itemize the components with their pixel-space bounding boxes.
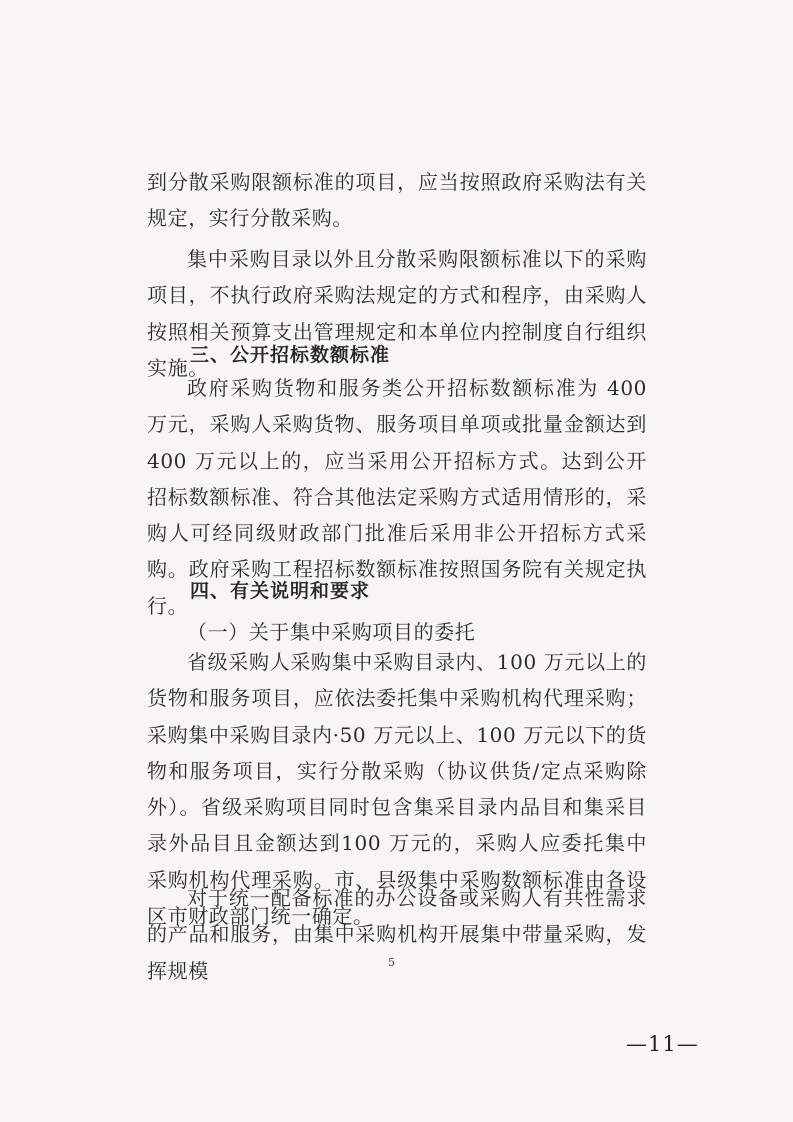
paragraph-tender-threshold: 政府采购货物和服务类公开招标数额标准为 400 万元，采购人采购货物、服务项目单项或批量金额达到400 万元以上的，应当采用公开招标方式。达到公开招标数额标准、符合其他法定采购方式适用情形的，采购人可经同级财政部门批准后采用非公开招标方式采购。政府采购工程招标数额标准按照国务院有关规定执行。 xyxy=(147,376,647,618)
section-heading-4: 四、有关说明和要求 xyxy=(190,580,371,602)
subsection-heading-1: （一）关于集中采购项目的委托 xyxy=(187,620,476,644)
paragraph-continuation: 到分散采购限额标准的项目，应当按照政府采购法有关规定，实行分散采购。 xyxy=(147,170,647,231)
paragraph-centralized-entrust: 省级采购人采购集中采购目录内、100 万元以上的货物和服务项目，应依法委托集中采购机构代理采购；采购集中采购目录内·50 万元以上、100 万元以下的货物和服务项目，实行分散采购（协议供货/定点采购除外）。省级采购项目同时包含集采目录内品目和集采目录外品目且金额达到100 万元的，采购人应委托集中采购机构代理采购。市、县级集中采购数额标准由各设区市财政部门统一确定。 xyxy=(147,650,647,929)
outer-page-number: —11— xyxy=(626,1032,699,1056)
paragraph-outside-catalog: 集中采购目录以外且分散采购限额标准以下的采购项目，不执行政府采购法规定的方式和程序，由采购人按照相关预算支出管理规定和本单位内控制度自行组织实施。 xyxy=(147,247,647,380)
section-heading-3: 三、公开招标数额标准 xyxy=(190,344,391,366)
inner-page-number: 5 xyxy=(388,956,395,969)
paragraph-bulk-purchase: 对于统一配备标准的办公设备或采购人有共性需求的产品和服务，由集中采购机构开展集中带量采购，发挥规模 xyxy=(147,886,647,983)
